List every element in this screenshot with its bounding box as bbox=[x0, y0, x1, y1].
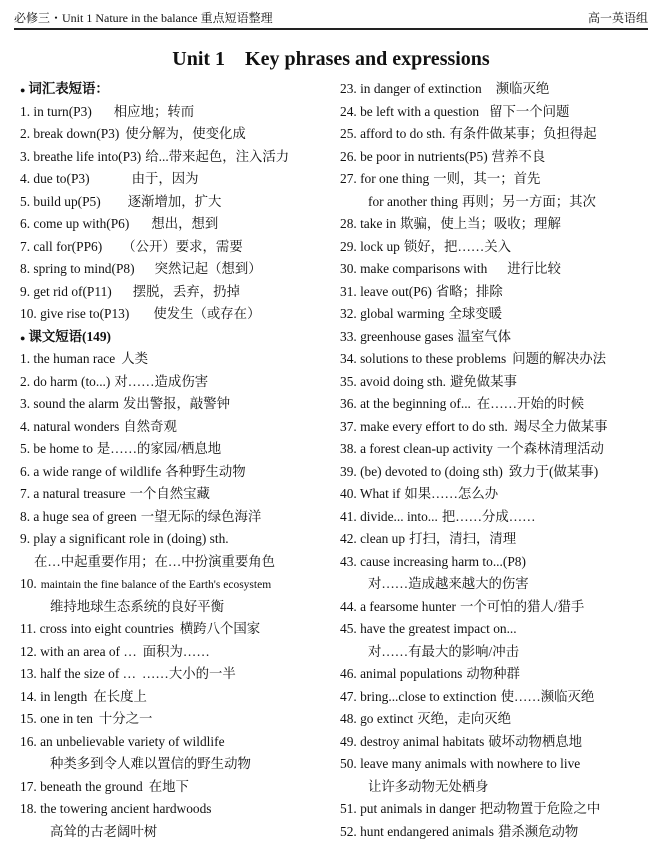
phrase-row bbox=[340, 596, 656, 619]
phrase-row bbox=[340, 663, 656, 686]
phrase-chinese: 十分之一 bbox=[98, 711, 153, 726]
phrase-english: 27. for one thing bbox=[340, 171, 430, 186]
phrase-english: 11. cross into eight countries bbox=[20, 621, 174, 636]
phrase-english: 51. put animals in danger bbox=[340, 801, 476, 816]
phrase-row bbox=[340, 753, 656, 776]
phrase-row bbox=[340, 528, 656, 551]
phrase-english: 45. have the greatest impact on... bbox=[340, 621, 517, 636]
phrase-chinese: 欺骗，使上当；吸收；理解 bbox=[400, 216, 561, 231]
phrase-english: 26. be poor in nutrients(P5) bbox=[340, 148, 488, 164]
phrase-english: 41. divide... into... bbox=[340, 508, 438, 524]
phrase-chinese: 进行比较 bbox=[507, 261, 561, 276]
phrase-english: 44. a fearsome hunter bbox=[340, 598, 457, 614]
phrase-row bbox=[340, 348, 656, 371]
page-header bbox=[14, 6, 648, 30]
phrase-row bbox=[20, 101, 335, 124]
phrase-english: 30. make comparisons with bbox=[340, 261, 488, 276]
phrase-row bbox=[340, 483, 656, 506]
phrase-english: 32. global warming bbox=[340, 306, 445, 321]
phrase-english: 8. a huge sea of green bbox=[20, 508, 137, 524]
header-course-title: 必修三・Unit 1 Nature in the balance 重点短语整理 bbox=[14, 10, 273, 25]
phrase-english: 4. natural wonders bbox=[20, 418, 120, 434]
phrase-chinese: 使发生（或存在） bbox=[153, 306, 261, 321]
phrase-chinese: 种类多到令人难以置信的野生动物 bbox=[50, 756, 251, 771]
phrase-chinese: 各种野生动物 bbox=[165, 463, 246, 479]
right-column bbox=[340, 78, 656, 843]
phrase-chinese: 相应地；转而 bbox=[113, 103, 195, 119]
phrase-chinese: 使……濒临灭绝 bbox=[500, 688, 595, 704]
page-title: Unit 1 Key phrases and expressions bbox=[172, 48, 490, 70]
phrase-chinese: 维持地球生态系统的良好平衡 bbox=[50, 598, 225, 614]
phrase-row bbox=[340, 371, 656, 394]
phrase-english: 43. cause increasing harm to...(P8) bbox=[340, 553, 526, 569]
phrase-chinese: 让许多动物无处栖身 bbox=[368, 778, 489, 794]
phrase-english: 42. clean up bbox=[340, 531, 406, 546]
phrase-chinese: 在…中起重要作用；在…中扮演重要角色 bbox=[34, 553, 276, 569]
phrase-row bbox=[340, 236, 656, 259]
phrase-row bbox=[20, 641, 335, 664]
phrase-row bbox=[340, 731, 656, 754]
phrase-row bbox=[20, 191, 335, 214]
phrase-chinese: ……大小的一半 bbox=[142, 666, 236, 681]
section-heading-text: 课文短语(149) bbox=[28, 328, 112, 344]
phrase-english: 48. go extinct bbox=[340, 711, 414, 726]
phrase-row bbox=[340, 461, 656, 484]
phrase-english: 33. greenhouse gases bbox=[340, 328, 454, 344]
phrase-row bbox=[20, 686, 335, 709]
phrase-chinese: （公开）要求，需要 bbox=[122, 238, 243, 254]
phrase-row bbox=[340, 438, 656, 461]
phrase-chinese: 对……有最大的影响/冲击 bbox=[368, 643, 520, 659]
phrase-chinese: 打扫，清扫，清理 bbox=[409, 531, 517, 546]
phrase-english: 39. (be) devoted to (doing sth) bbox=[340, 463, 503, 479]
phrase-chinese: 全球变暖 bbox=[448, 306, 503, 321]
phrase-chinese: 一个可怕的猎人/猎手 bbox=[460, 598, 585, 614]
phrase-row bbox=[20, 348, 335, 371]
phrase-chinese: 自然奇观 bbox=[123, 418, 177, 434]
phrase-row bbox=[340, 168, 656, 191]
phrase-english: 38. a forest clean-up activity bbox=[340, 441, 493, 456]
section-heading bbox=[20, 78, 335, 101]
phrase-row bbox=[340, 821, 656, 844]
phrase-english: 3. sound the alarm bbox=[20, 396, 119, 411]
phrase-row bbox=[20, 303, 335, 326]
phrase-chinese: 如果……怎么办 bbox=[404, 486, 499, 501]
phrase-english: 13. half the size of … bbox=[20, 666, 137, 681]
phrase-chinese: 在……开始的时候 bbox=[476, 396, 585, 411]
header-group-name: 高一英语组 bbox=[587, 10, 648, 25]
phrase-chinese: 对……造成伤害 bbox=[114, 373, 209, 389]
phrase-chinese: 是……的家园/栖息地 bbox=[96, 441, 222, 456]
phrase-english: 1. in turn(P3) bbox=[20, 103, 92, 119]
phrase-english: 4. due to(P3) bbox=[20, 171, 90, 186]
phrase-row bbox=[340, 281, 656, 304]
phrase-english: 10. bbox=[20, 576, 37, 591]
phrase-chinese: 有条件做某事；负担得起 bbox=[449, 126, 597, 141]
phrase-row bbox=[340, 776, 656, 799]
section-heading-text: 词汇表短语： bbox=[28, 81, 109, 96]
phrase-row bbox=[340, 258, 656, 281]
phrase-chinese: 动物种群 bbox=[466, 666, 520, 681]
phrase-chinese: 面积为…… bbox=[142, 643, 210, 659]
phrase-row bbox=[20, 573, 335, 596]
phrase-english: for another thing bbox=[368, 193, 458, 209]
phrase-english: 16. an unbelievable variety of wildlife bbox=[20, 733, 225, 749]
phrase-english: 36. at the beginning of... bbox=[340, 396, 471, 411]
phrase-chinese: 破坏动物栖息地 bbox=[488, 733, 583, 749]
phrase-chinese: 省略；排除 bbox=[435, 283, 503, 299]
phrase-english: 15. one in ten bbox=[20, 711, 93, 726]
phrase-row bbox=[20, 281, 335, 304]
phrase-row bbox=[340, 191, 656, 214]
phrase-chinese: 致力于(做某事) bbox=[508, 463, 599, 479]
phrase-chinese: 再则；另一方面；其次 bbox=[462, 193, 596, 209]
phrase-row bbox=[340, 708, 656, 731]
phrase-english: 18. the towering ancient hardwoods bbox=[20, 801, 212, 816]
phrase-row bbox=[20, 551, 335, 574]
phrase-row bbox=[20, 483, 335, 506]
phrase-row bbox=[20, 596, 335, 619]
phrase-english: 14. in length bbox=[20, 688, 88, 704]
phrase-row bbox=[20, 731, 335, 754]
phrase-english: 5. be home to bbox=[20, 441, 93, 456]
phrase-english: 47. bring...close to extinction bbox=[340, 688, 497, 704]
phrase-chinese: 锁好，把……关入 bbox=[403, 238, 512, 254]
phrase-row bbox=[340, 506, 656, 529]
phrase-chinese: 竭尽全力做某事 bbox=[513, 418, 608, 434]
phrase-english: 12. with an area of … bbox=[20, 643, 137, 659]
phrase-row bbox=[340, 78, 656, 101]
phrase-chinese: 一个森林清理活动 bbox=[496, 441, 604, 456]
phrase-chinese: 把动物置于危险之中 bbox=[479, 801, 601, 816]
phrase-english: 10. give rise to(P13) bbox=[20, 306, 130, 321]
phrase-chinese: 问题的解决办法 bbox=[512, 351, 606, 366]
phrase-chinese: 对……造成越来越大的伤害 bbox=[368, 576, 529, 591]
phrase-english: 49. destroy animal habitats bbox=[340, 733, 485, 749]
phrase-english: 2. break down(P3) bbox=[20, 126, 120, 141]
phrase-english: 34. solutions to these problems bbox=[340, 351, 507, 366]
phrase-english: maintain the fine balance of the Earth's ecosystem bbox=[40, 579, 272, 591]
phrase-english: 9. get rid of(P11) bbox=[20, 283, 112, 299]
phrase-english: 52. hunt endangered animals bbox=[340, 823, 494, 839]
phrase-chinese: 一则，其一；首先 bbox=[433, 171, 541, 186]
phrase-chinese: 避免做某事 bbox=[450, 373, 517, 389]
phrase-english: 3. breathe life into(P3) bbox=[20, 148, 142, 164]
phrase-chinese: 给...带来起色，注入活力 bbox=[145, 148, 290, 164]
phrase-english: 28. take in bbox=[340, 216, 397, 231]
phrase-english: 46. animal populations bbox=[340, 666, 463, 681]
phrase-english: 37. make every effort to do sth. bbox=[340, 418, 508, 434]
phrase-english: 6. come up with(P6) bbox=[20, 216, 130, 231]
phrase-row bbox=[20, 236, 335, 259]
phrase-english: 1. the human race bbox=[20, 351, 116, 366]
phrase-chinese: 在长度上 bbox=[93, 688, 147, 704]
phrase-row bbox=[340, 573, 656, 596]
phrase-row bbox=[340, 123, 656, 146]
phrase-row bbox=[20, 461, 335, 484]
phrase-row bbox=[20, 416, 335, 439]
phrase-english: 25. afford to do sth. bbox=[340, 126, 446, 141]
phrase-row bbox=[340, 416, 656, 439]
phrase-chinese: 发出警报，敲警钟 bbox=[122, 396, 231, 411]
phrase-english: 31. leave out(P6) bbox=[340, 283, 432, 299]
phrase-english: 35. avoid doing sth. bbox=[340, 373, 447, 389]
phrase-english: 6. a wide range of wildlife bbox=[20, 463, 162, 479]
phrase-row bbox=[20, 776, 335, 799]
phrase-chinese: 横跨八个国家 bbox=[179, 621, 261, 636]
phrase-row bbox=[20, 168, 335, 191]
phrase-english: 5. build up(P5) bbox=[20, 193, 101, 209]
phrase-chinese: 逐渐增加，扩大 bbox=[127, 193, 222, 209]
phrase-chinese: 猎杀濒危动物 bbox=[497, 823, 579, 839]
phrase-chinese: 留下一个问题 bbox=[489, 103, 570, 119]
phrase-chinese: 使分解为，使变化成 bbox=[125, 126, 246, 141]
phrase-chinese: 营养不良 bbox=[491, 148, 546, 164]
phrase-chinese: 一个自然宝藏 bbox=[129, 486, 210, 501]
phrase-row bbox=[340, 551, 656, 574]
phrase-row bbox=[20, 663, 335, 686]
phrase-chinese: 人类 bbox=[121, 351, 148, 366]
bullet-icon: ● bbox=[20, 332, 26, 343]
phrase-row bbox=[20, 708, 335, 731]
phrase-row bbox=[20, 753, 335, 776]
phrase-row bbox=[20, 213, 335, 236]
phrase-chinese: 由于，因为 bbox=[131, 171, 199, 186]
phrase-english: 29. lock up bbox=[340, 238, 400, 254]
phrase-row bbox=[20, 371, 335, 394]
phrase-row bbox=[20, 146, 335, 169]
phrase-row bbox=[340, 686, 656, 709]
phrase-row bbox=[20, 123, 335, 146]
phrase-english: 17. beneath the ground bbox=[20, 778, 143, 794]
phrase-row bbox=[20, 438, 335, 461]
section-heading bbox=[20, 326, 335, 349]
phrase-english: 50. leave many animals with nowhere to live bbox=[340, 756, 581, 771]
phrase-chinese: 想出，想到 bbox=[151, 216, 219, 231]
phrase-row bbox=[340, 641, 656, 664]
phrase-row bbox=[340, 798, 656, 821]
phrase-row bbox=[20, 528, 335, 551]
phrase-row bbox=[340, 213, 656, 236]
phrase-english: 24. be left with a question bbox=[340, 103, 480, 119]
phrase-chinese: 摆脱，丢弃，扔掉 bbox=[132, 283, 240, 299]
phrase-row bbox=[20, 258, 335, 281]
phrase-row bbox=[340, 618, 656, 641]
phrase-row bbox=[20, 393, 335, 416]
phrase-row bbox=[20, 506, 335, 529]
phrase-row bbox=[340, 303, 656, 326]
phrase-chinese: 突然记起（想到） bbox=[154, 261, 262, 276]
phrase-chinese: 一望无际的绿色海洋 bbox=[140, 508, 262, 524]
phrase-english: 9. play a significant role in (doing) sth. bbox=[20, 531, 229, 546]
phrase-row bbox=[340, 146, 656, 169]
phrase-chinese: 在地下 bbox=[148, 778, 189, 794]
left-column bbox=[20, 78, 335, 843]
phrase-row bbox=[340, 393, 656, 416]
phrase-chinese: 把……分成…… bbox=[441, 508, 536, 524]
phrase-english: 8. spring to mind(P8) bbox=[20, 261, 135, 276]
phrase-chinese: 灭绝，走向灭绝 bbox=[417, 711, 511, 726]
phrase-row bbox=[340, 101, 656, 124]
phrase-english: 2. do harm (to...) bbox=[20, 373, 111, 389]
phrase-english: 7. call for(PP6) bbox=[20, 238, 103, 254]
phrase-english: 7. a natural treasure bbox=[20, 486, 126, 501]
bullet-icon: ● bbox=[20, 85, 26, 95]
phrase-row bbox=[340, 326, 656, 349]
phrase-chinese: 濒临灭绝 bbox=[495, 81, 550, 96]
phrase-english: 40. What if bbox=[340, 486, 401, 501]
phrase-chinese: 温室气体 bbox=[457, 328, 511, 344]
phrase-row bbox=[20, 821, 335, 844]
phrase-row bbox=[20, 798, 335, 821]
phrase-chinese: 高耸的古老阔叶树 bbox=[50, 823, 158, 839]
phrase-row bbox=[20, 618, 335, 641]
phrase-english: 23. in danger of extinction bbox=[340, 81, 482, 96]
